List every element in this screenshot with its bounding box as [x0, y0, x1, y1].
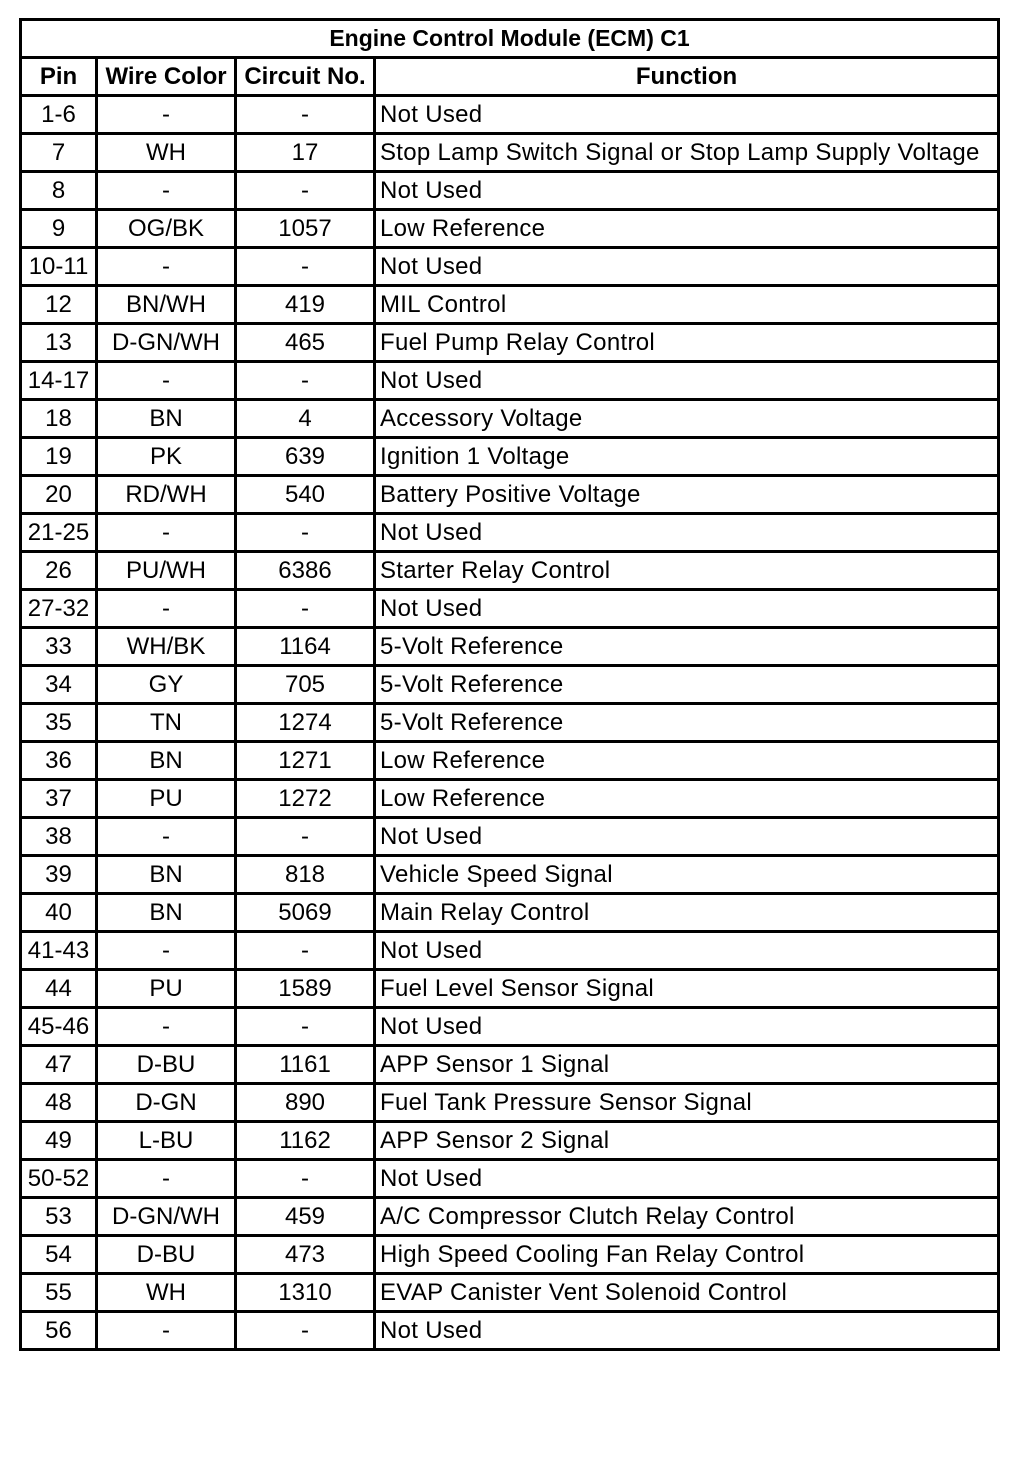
pin-cell: 44 [21, 970, 97, 1008]
table-row [21, 590, 999, 628]
function-cell: 5-Volt Reference [375, 666, 999, 704]
table-row [21, 210, 999, 248]
circuit-no-cell: 4 [236, 400, 375, 438]
pin-cell: 39 [21, 856, 97, 894]
circuit-no-cell: 1272 [236, 780, 375, 818]
circuit-no-cell: - [236, 818, 375, 856]
wire-color-cell: - [97, 590, 236, 628]
circuit-no-cell: 459 [236, 1198, 375, 1236]
pin-cell: 26 [21, 552, 97, 590]
pin-cell: 14-17 [21, 362, 97, 400]
pin-cell: 1-6 [21, 96, 97, 134]
circuit-no-cell: - [236, 248, 375, 286]
wire-color-cell: WH [97, 1274, 236, 1312]
wire-color-cell: WH [97, 134, 236, 172]
table-row [21, 1122, 999, 1160]
table-row [21, 324, 999, 362]
function-cell: Not Used [375, 1312, 999, 1350]
table-row [21, 248, 999, 286]
wire-color-cell: - [97, 1008, 236, 1046]
function-cell: Not Used [375, 514, 999, 552]
circuit-no-cell: 1164 [236, 628, 375, 666]
pin-cell: 50-52 [21, 1160, 97, 1198]
wire-color-cell: D-GN/WH [97, 1198, 236, 1236]
wire-color-cell: RD/WH [97, 476, 236, 514]
function-cell: High Speed Cooling Fan Relay Control [375, 1236, 999, 1274]
circuit-no-cell: 1589 [236, 970, 375, 1008]
function-cell: Low Reference [375, 780, 999, 818]
table-row [21, 1046, 999, 1084]
function-cell: Not Used [375, 1160, 999, 1198]
table-row [21, 780, 999, 818]
circuit-no-cell: 1271 [236, 742, 375, 780]
table-body [21, 96, 999, 1350]
table-row [21, 856, 999, 894]
function-cell: Not Used [375, 362, 999, 400]
function-cell: Fuel Pump Relay Control [375, 324, 999, 362]
table-row [21, 552, 999, 590]
pin-cell: 56 [21, 1312, 97, 1350]
function-cell: 5-Volt Reference [375, 704, 999, 742]
pin-cell: 36 [21, 742, 97, 780]
table-row [21, 362, 999, 400]
wire-color-cell: - [97, 932, 236, 970]
table-row [21, 134, 999, 172]
pin-cell: 9 [21, 210, 97, 248]
circuit-no-cell: - [236, 514, 375, 552]
function-cell: Accessory Voltage [375, 400, 999, 438]
table-row [21, 1274, 999, 1312]
function-cell: APP Sensor 1 Signal [375, 1046, 999, 1084]
pin-cell: 40 [21, 894, 97, 932]
function-cell: MIL Control [375, 286, 999, 324]
pin-cell: 13 [21, 324, 97, 362]
table-row [21, 514, 999, 552]
wire-color-cell: D-BU [97, 1236, 236, 1274]
function-cell: Battery Positive Voltage [375, 476, 999, 514]
wire-color-cell: L-BU [97, 1122, 236, 1160]
table-row [21, 1236, 999, 1274]
pin-cell: 37 [21, 780, 97, 818]
wire-color-cell: BN [97, 894, 236, 932]
table-row [21, 970, 999, 1008]
table-row [21, 1160, 999, 1198]
function-cell: Not Used [375, 1008, 999, 1046]
circuit-no-cell: 1057 [236, 210, 375, 248]
pin-cell: 27-32 [21, 590, 97, 628]
ecm-connector-table [19, 18, 1000, 1351]
function-cell: Low Reference [375, 210, 999, 248]
pin-cell: 10-11 [21, 248, 97, 286]
table-row [21, 438, 999, 476]
circuit-no-cell: 1162 [236, 1122, 375, 1160]
header-pin: Pin [21, 58, 97, 96]
circuit-no-cell: 6386 [236, 552, 375, 590]
table-row [21, 894, 999, 932]
circuit-no-cell: - [236, 172, 375, 210]
function-cell: Starter Relay Control [375, 552, 999, 590]
wire-color-cell: - [97, 1160, 236, 1198]
wire-color-cell: D-GN [97, 1084, 236, 1122]
wire-color-cell: BN [97, 742, 236, 780]
pin-cell: 54 [21, 1236, 97, 1274]
circuit-no-cell: - [236, 1008, 375, 1046]
pin-cell: 55 [21, 1274, 97, 1312]
wire-color-cell: TN [97, 704, 236, 742]
function-cell: APP Sensor 2 Signal [375, 1122, 999, 1160]
circuit-no-cell: 1161 [236, 1046, 375, 1084]
table-row [21, 1084, 999, 1122]
pin-cell: 49 [21, 1122, 97, 1160]
pin-cell: 53 [21, 1198, 97, 1236]
table-row [21, 1312, 999, 1350]
wire-color-cell: - [97, 96, 236, 134]
circuit-no-cell: - [236, 1312, 375, 1350]
wire-color-cell: GY [97, 666, 236, 704]
wire-color-cell: BN [97, 400, 236, 438]
function-cell: Main Relay Control [375, 894, 999, 932]
table-row [21, 172, 999, 210]
circuit-no-cell: 890 [236, 1084, 375, 1122]
wire-color-cell: OG/BK [97, 210, 236, 248]
table-row [21, 628, 999, 666]
function-cell: A/C Compressor Clutch Relay Control [375, 1198, 999, 1236]
wire-color-cell: PU/WH [97, 552, 236, 590]
pin-cell: 7 [21, 134, 97, 172]
circuit-no-cell: 5069 [236, 894, 375, 932]
function-cell: Fuel Tank Pressure Sensor Signal [375, 1084, 999, 1122]
circuit-no-cell: 473 [236, 1236, 375, 1274]
circuit-no-cell: 540 [236, 476, 375, 514]
wire-color-cell: D-BU [97, 1046, 236, 1084]
wire-color-cell: BN [97, 856, 236, 894]
circuit-no-cell: 465 [236, 324, 375, 362]
table-row [21, 1198, 999, 1236]
wire-color-cell: PK [97, 438, 236, 476]
pin-cell: 33 [21, 628, 97, 666]
wire-color-cell: BN/WH [97, 286, 236, 324]
circuit-no-cell: 1310 [236, 1274, 375, 1312]
function-cell: Not Used [375, 932, 999, 970]
circuit-no-cell: 1274 [236, 704, 375, 742]
table-row [21, 742, 999, 780]
function-cell: Stop Lamp Switch Signal or Stop Lamp Supply Voltage [375, 134, 999, 172]
header-circuit-no: Circuit No. [236, 58, 375, 96]
function-cell: Fuel Level Sensor Signal [375, 970, 999, 1008]
function-cell: Not Used [375, 590, 999, 628]
pin-cell: 18 [21, 400, 97, 438]
function-cell: EVAP Canister Vent Solenoid Control [375, 1274, 999, 1312]
pin-cell: 35 [21, 704, 97, 742]
circuit-no-cell: - [236, 590, 375, 628]
pin-cell: 21-25 [21, 514, 97, 552]
function-cell: Vehicle Speed Signal [375, 856, 999, 894]
table-title: Engine Control Module (ECM) C1 [21, 20, 999, 58]
circuit-no-cell: - [236, 1160, 375, 1198]
pin-cell: 34 [21, 666, 97, 704]
function-cell: Low Reference [375, 742, 999, 780]
table-row [21, 704, 999, 742]
table-row [21, 666, 999, 704]
pin-cell: 48 [21, 1084, 97, 1122]
wire-color-cell: WH/BK [97, 628, 236, 666]
wire-color-cell: - [97, 1312, 236, 1350]
pin-cell: 41-43 [21, 932, 97, 970]
circuit-no-cell: 639 [236, 438, 375, 476]
circuit-no-cell: 17 [236, 134, 375, 172]
circuit-no-cell: 818 [236, 856, 375, 894]
circuit-no-cell: - [236, 96, 375, 134]
table-title-row [21, 20, 999, 58]
wire-color-cell: - [97, 362, 236, 400]
circuit-no-cell: 419 [236, 286, 375, 324]
function-cell: Not Used [375, 96, 999, 134]
table-row [21, 96, 999, 134]
function-cell: Not Used [375, 248, 999, 286]
table-row [21, 1008, 999, 1046]
wire-color-cell: - [97, 248, 236, 286]
circuit-no-cell: - [236, 362, 375, 400]
table-row [21, 476, 999, 514]
pin-cell: 19 [21, 438, 97, 476]
pin-cell: 38 [21, 818, 97, 856]
function-cell: Ignition 1 Voltage [375, 438, 999, 476]
function-cell: Not Used [375, 172, 999, 210]
circuit-no-cell: 705 [236, 666, 375, 704]
header-wire-color: Wire Color [97, 58, 236, 96]
wire-color-cell: - [97, 818, 236, 856]
pin-cell: 12 [21, 286, 97, 324]
table-row [21, 818, 999, 856]
table-header-row [21, 58, 999, 96]
pin-cell: 45-46 [21, 1008, 97, 1046]
wire-color-cell: - [97, 172, 236, 210]
wire-color-cell: D-GN/WH [97, 324, 236, 362]
table-row [21, 400, 999, 438]
wire-color-cell: PU [97, 970, 236, 1008]
function-cell: 5-Volt Reference [375, 628, 999, 666]
wire-color-cell: PU [97, 780, 236, 818]
table-row [21, 932, 999, 970]
circuit-no-cell: - [236, 932, 375, 970]
table-row [21, 286, 999, 324]
function-cell: Not Used [375, 818, 999, 856]
pin-cell: 20 [21, 476, 97, 514]
pin-cell: 8 [21, 172, 97, 210]
pin-cell: 47 [21, 1046, 97, 1084]
wire-color-cell: - [97, 514, 236, 552]
header-function: Function [375, 58, 999, 96]
